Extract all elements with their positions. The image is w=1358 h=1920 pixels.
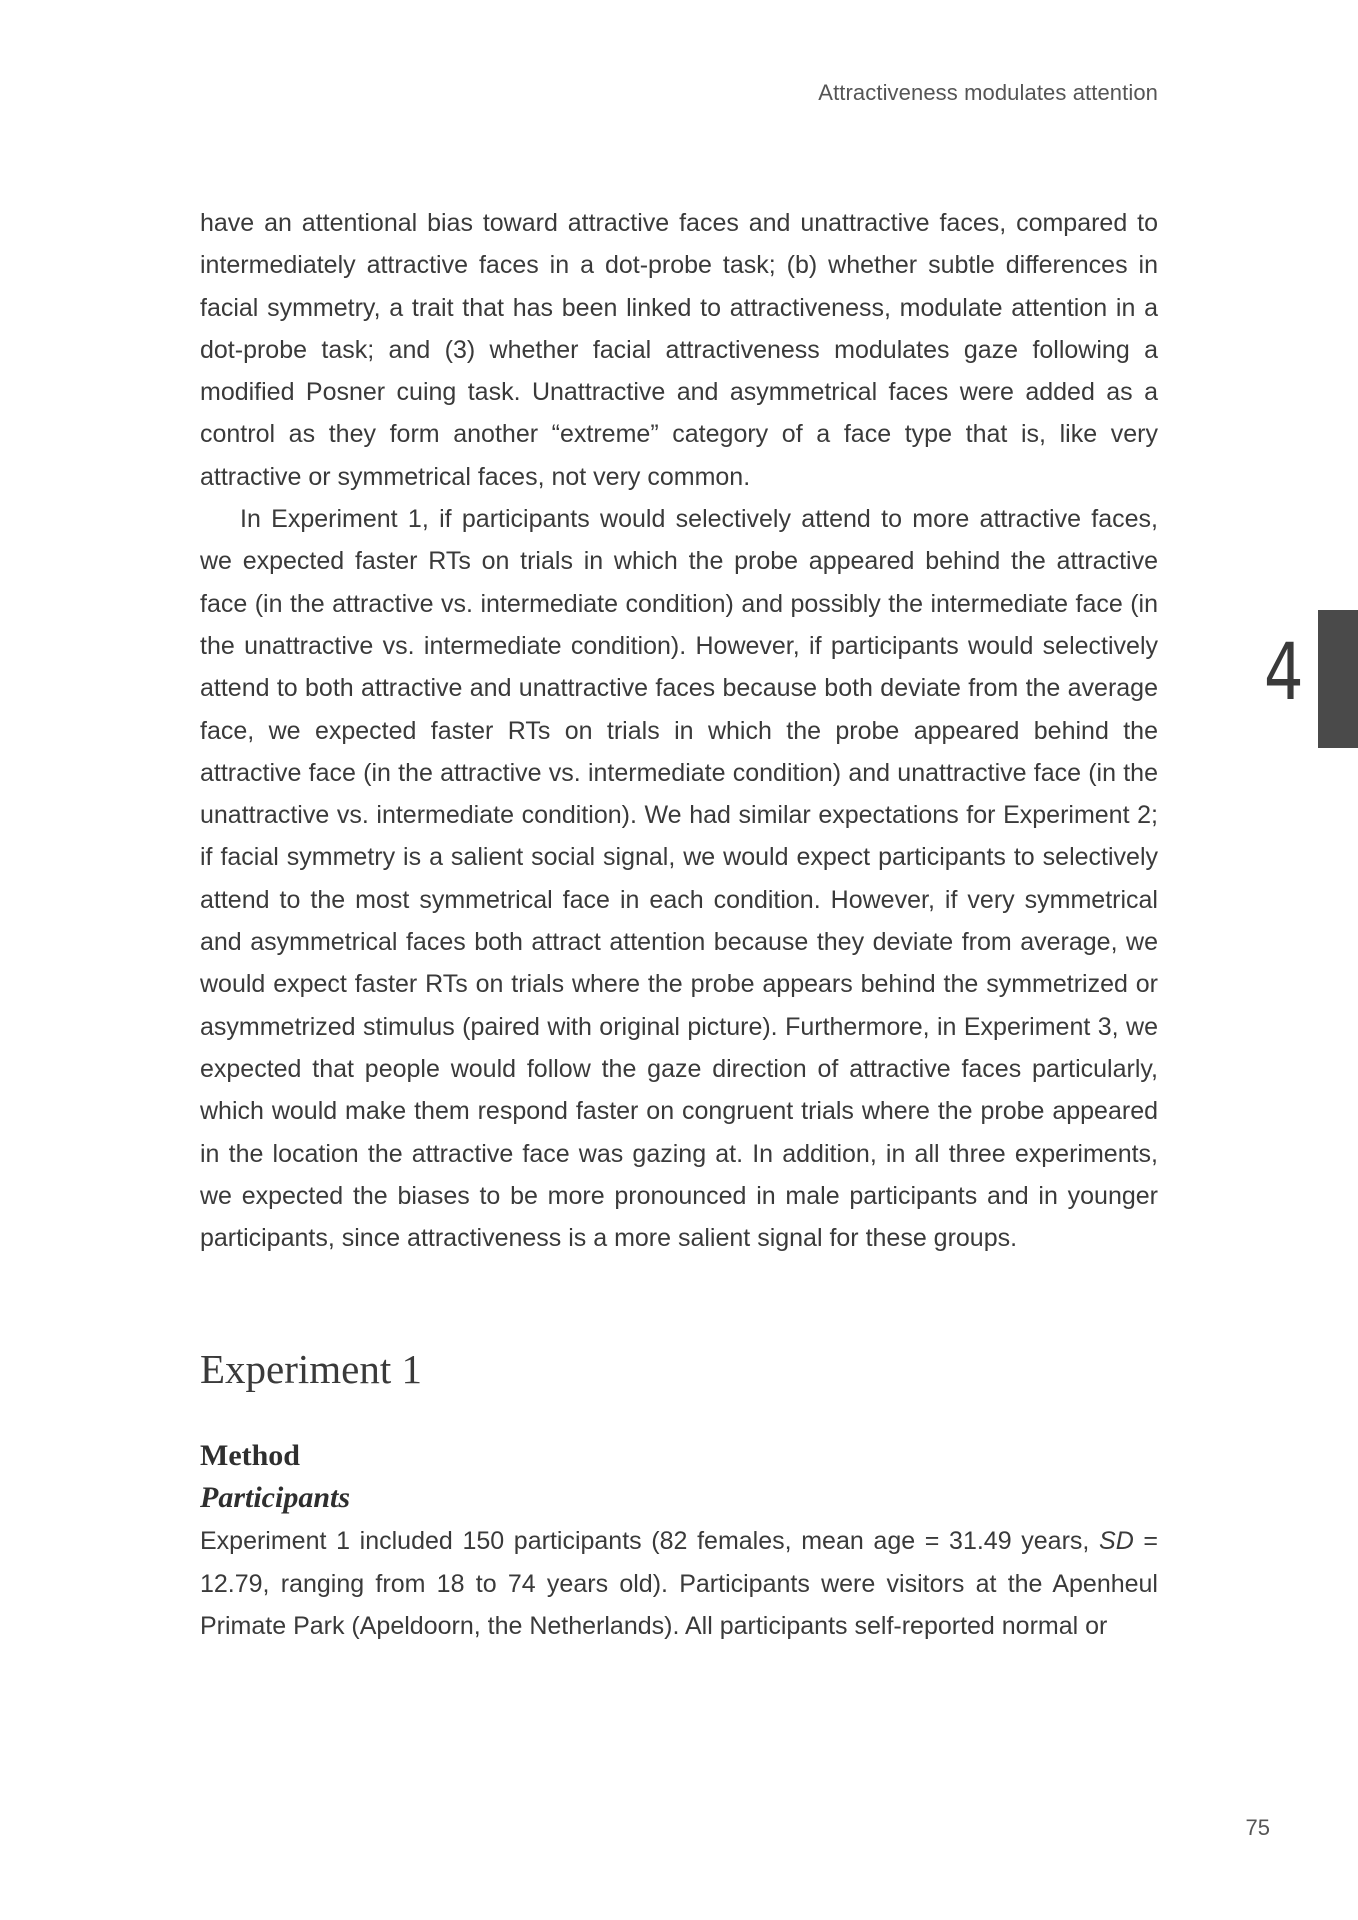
participants-text-start: Experiment 1 included 150 participants (82 females, mean age = 31.49 years, <box>200 1527 1100 1556</box>
running-header: Attractiveness modulates attention <box>818 80 1158 105</box>
body-paragraph-1: have an attentional bias toward attractive faces and unattractive faces, compared to intermediately attractive faces in a dot-probe task; (b) whether subtle differences in facial symmetry, a trait that has been linked to attractiveness, modulate attention in a dot-probe task; and (3) whether facial attractiveness modulates gaze following a modified Posner cuing task. Unattractive and asymmetrical faces were added as a control as they form another “extreme” category of a face type that is, like very attractive or symmetrical faces, not very common. <box>200 209 1158 491</box>
participants-paragraph <box>200 1520 1158 1647</box>
chapter-number: 4 <box>1264 628 1304 718</box>
method-heading: Method <box>200 1439 300 1473</box>
participants-text-end: = 12.79, ranging from 18 to 74 years old). Participants were visitors at the Apenheul Primate Park (Apeldoorn, the Netherlands). All participants self-reported normal or <box>200 1527 1159 1641</box>
chapter-tab-marker <box>1318 610 1358 748</box>
body-paragraph-2: In Experiment 1, if participants would selectively attend to more attractive faces, we expected faster RTs on trials in which the probe appeared behind the attractive face (in the attractive vs. intermediate condition) and possibly the intermediate face (in the unattractive vs. intermediate condition). However, if participants would selectively attend to both attractive and unattractive faces because both deviate from the average face, we expected faster RTs on trials in which the probe appeared behind the attractive face (in the attractive vs. intermediate condition) and unattractive face (in the unattractive vs. intermediate condition). We had similar expectations for Experiment 2; if facial symmetry is a salient social signal, we would expect participants to selectively attend to the most symmetrical face in each condition. However, if very symmetrical and asymmetrical faces both attract attention because they deviate from average, we would expect faster RTs on trials where the probe appears behind the symmetrized or asymmetrized stimulus (paired with original picture). Furthermore, in Experiment 3, we expected that people would follow the gaze direction of attractive faces particularly, which would make them respond faster on congruent trials where the probe appeared in the location the attractive face was gazing at. In addition, in all three experiments, we expected the biases to be more pronounced in male participants and in younger participants, since attractiveness is a more salient signal for these groups. <box>200 505 1158 1253</box>
participants-heading: Participants <box>200 1481 351 1515</box>
section-heading-experiment-1: Experiment 1 <box>200 1346 423 1393</box>
sd-label: SD <box>1099 1527 1134 1556</box>
page-body <box>200 202 1158 1647</box>
page-number: 75 <box>1245 1815 1270 1840</box>
